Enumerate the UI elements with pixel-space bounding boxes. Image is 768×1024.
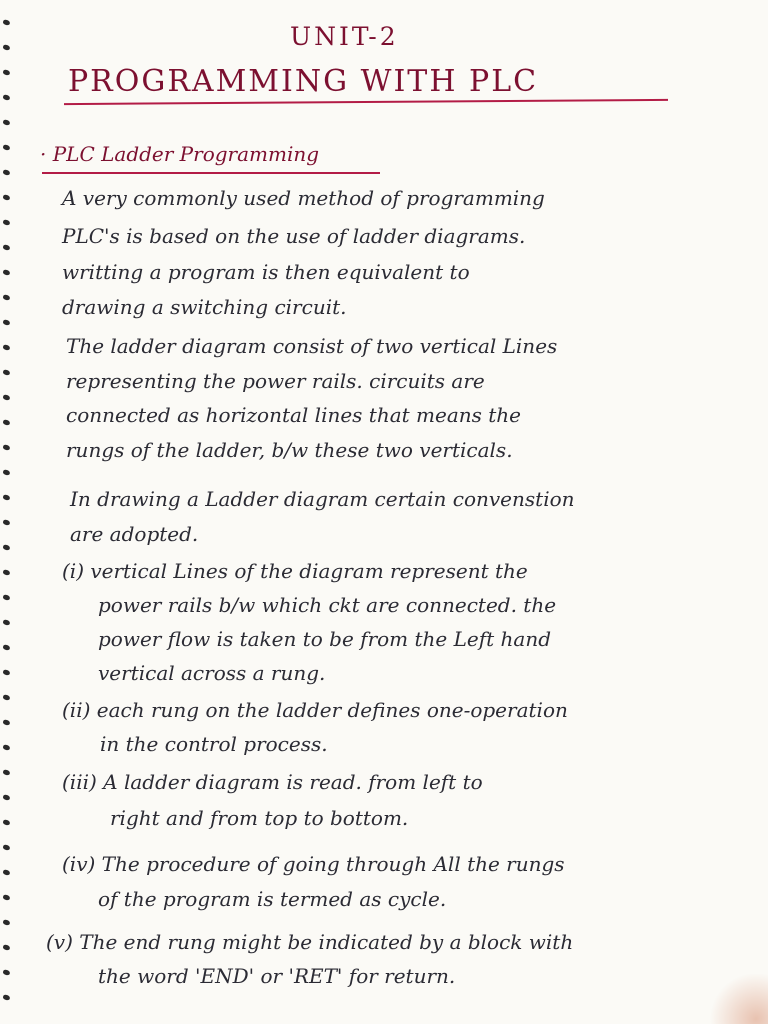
binding-hole [2,744,10,751]
text-line-13: power flow is taken to be from the Left hand [98,627,552,651]
text-line-4: drawing a switching circuit. [62,295,347,319]
binding-hole [2,69,10,76]
binding-hole [2,919,10,926]
binding-hole [2,244,10,251]
binding-hole [2,119,10,126]
binding-hole [2,419,10,426]
binding-hole [2,494,10,501]
binding-hole [2,544,10,551]
text-line-17: (iii) A ladder diagram is read. from left to [62,770,483,794]
binding-hole [2,469,10,476]
text-line-7: connected as horizontal lines that means the [66,403,522,427]
text-line-12: power rails b/w which ckt are connected. the [98,593,557,617]
binding-hole [2,319,10,326]
binding-hole [2,369,10,376]
text-line-6: representing the power rails. circuits are [66,369,485,393]
binding-hole [2,719,10,726]
binding-hole [2,194,10,201]
heading-underline [42,172,380,174]
text-line-21: (v) The end rung might be indicated by a block with [46,930,574,954]
text-line-9: In drawing a Ladder diagram certain convenstion [70,487,575,511]
text-line-10: are adopted. [70,522,199,546]
binding-hole [2,594,10,601]
main-title: PROGRAMMING WITH PLC [68,64,539,99]
binding-hole [2,44,10,51]
text-line-5: The ladder diagram consist of two vertical Lines [66,334,558,358]
binding-hole [2,794,10,801]
text-line-16: in the control process. [100,732,328,756]
binding-hole [2,694,10,701]
thumb-shadow [708,974,768,1024]
binding-hole [2,844,10,851]
text-line-8: rungs of the ladder, b/w these two verticals. [66,438,513,462]
binding-hole [2,569,10,576]
binding-hole [2,219,10,226]
binding-hole [2,769,10,776]
binding-hole [2,94,10,101]
binding-hole [2,894,10,901]
binding-hole [2,994,10,1001]
binding-hole [2,169,10,176]
binding-hole [2,969,10,976]
text-line-20: of the program is termed as cycle. [98,887,447,911]
binding-hole [2,19,10,26]
binding-hole [2,519,10,526]
text-line-18: right and from top to bottom. [110,806,409,830]
text-line-22: the word 'END' or 'RET' for return. [98,964,456,988]
binding-hole [2,444,10,451]
binding-hole [2,619,10,626]
binding-hole [2,144,10,151]
binding-hole [2,819,10,826]
text-line-11: (i) vertical Lines of the diagram represent the [62,559,528,583]
binding-hole [2,644,10,651]
binding-hole [2,344,10,351]
text-line-2: PLC's is based on the use of ladder diagrams. [62,224,526,248]
unit-title: UNIT-2 [290,22,399,51]
text-line-14: vertical across a rung. [98,661,326,685]
binding-hole [2,669,10,676]
title-underline [64,99,668,105]
binding-hole [2,869,10,876]
text-line-19: (iv) The procedure of going through All the rungs [62,852,565,876]
binding-hole [2,394,10,401]
text-line-15: (ii) each rung on the ladder defines one-operation [62,698,568,722]
spiral-binding [0,0,20,1024]
binding-hole [2,944,10,951]
section-heading: · PLC Ladder Programming [40,142,320,166]
text-line-1: A very commonly used method of programming [62,186,545,210]
binding-hole [2,269,10,276]
text-line-3: writting a program is then equivalent to [62,260,470,284]
binding-hole [2,294,10,301]
